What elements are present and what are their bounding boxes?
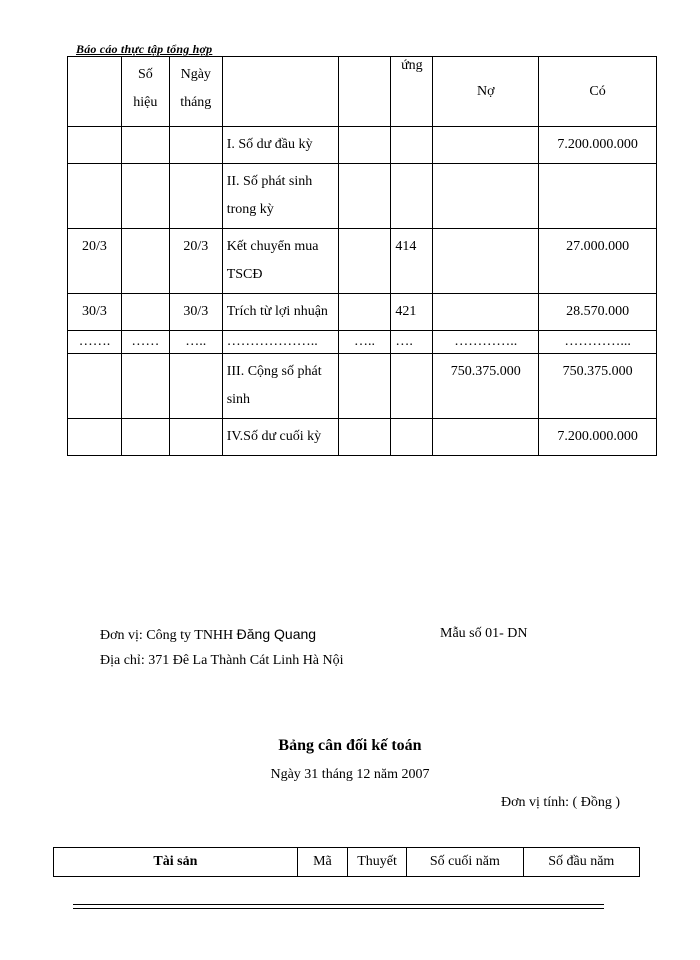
cell-desc: Trích từ lợi nhuận xyxy=(222,294,338,331)
cell-debit xyxy=(433,419,539,456)
cell-c5 xyxy=(338,354,391,419)
balance-header-thuyet: Thuyết xyxy=(347,848,406,877)
company-unit-name-prefix: Công ty TNHH xyxy=(146,628,234,643)
cell-credit: 28.570.000 xyxy=(539,294,657,331)
balance-sheet-table xyxy=(53,847,640,877)
ledger-table xyxy=(67,56,657,456)
cell-credit: …………... xyxy=(539,331,657,354)
report-title: Bảng cân đối kế toán xyxy=(278,737,422,754)
cell-acct: 414 xyxy=(391,229,433,294)
cell-ref xyxy=(121,164,169,229)
balance-header-tai-san: Tài sản xyxy=(54,848,298,877)
cell-credit: 750.375.000 xyxy=(539,354,657,419)
ledger-header-ung: ứng xyxy=(391,57,433,127)
cell-acct xyxy=(391,419,433,456)
cell-c5: ….. xyxy=(338,331,391,354)
cell-ref: …… xyxy=(121,331,169,354)
cell-debit xyxy=(433,164,539,229)
table-row xyxy=(68,127,657,164)
cell-acct: …. xyxy=(391,331,433,354)
cell-ref xyxy=(121,294,169,331)
cell-date xyxy=(68,419,122,456)
ledger-header-date xyxy=(68,57,122,127)
cell-desc: Kết chuyển mua TSCĐ xyxy=(222,229,338,294)
ledger-header-row xyxy=(68,57,657,127)
cell-desc: III. Cộng số phát sinh xyxy=(222,354,338,419)
cell-c5 xyxy=(338,229,391,294)
cell-ref-date: 30/3 xyxy=(169,294,222,331)
balance-header-so-cuoi-nam: Số cuối năm xyxy=(407,848,523,877)
cell-c5 xyxy=(338,294,391,331)
cell-debit xyxy=(433,294,539,331)
cell-date: 20/3 xyxy=(68,229,122,294)
company-unit-name-brand: Đăng Quang xyxy=(236,626,317,642)
cell-acct xyxy=(391,354,433,419)
cell-debit: ………….. xyxy=(433,331,539,354)
cell-debit: 750.375.000 xyxy=(433,354,539,419)
page-header-title: Báo cáo thực tập tổng hợp xyxy=(76,42,213,56)
table-row xyxy=(68,354,657,419)
cell-debit xyxy=(433,229,539,294)
cell-ref-date: 20/3 xyxy=(169,229,222,294)
company-unit-label: Đơn vị: xyxy=(100,628,143,643)
cell-date xyxy=(68,354,122,419)
cell-credit: 7.200.000.000 xyxy=(539,419,657,456)
cell-desc: IV.Số dư cuối kỳ xyxy=(222,419,338,456)
ledger-header-no: Nợ xyxy=(433,57,539,127)
cell-c5 xyxy=(338,419,391,456)
cell-c5 xyxy=(338,164,391,229)
table-row xyxy=(68,164,657,229)
cell-acct xyxy=(391,127,433,164)
cell-credit: 7.200.000.000 xyxy=(539,127,657,164)
cell-debit xyxy=(433,127,539,164)
report-currency: Đơn vị tính: ( Đồng ) xyxy=(500,795,620,810)
cell-date: ……. xyxy=(68,331,122,354)
table-row xyxy=(68,229,657,294)
table-row xyxy=(68,419,657,456)
cell-desc: ……………….. xyxy=(222,331,338,354)
cell-acct: 421 xyxy=(391,294,433,331)
cell-ref-date xyxy=(169,354,222,419)
cell-c5 xyxy=(338,127,391,164)
ledger-header-ngay-thang: Ngày tháng xyxy=(169,57,222,127)
balance-header-row xyxy=(54,848,640,877)
report-date: Ngày 31 tháng 12 năm 2007 xyxy=(270,767,430,782)
ledger-header-co: Có xyxy=(539,57,657,127)
footer-double-rule xyxy=(73,904,604,909)
cell-ref-date: ….. xyxy=(169,331,222,354)
cell-acct xyxy=(391,164,433,229)
company-address: Địa chỉ: 371 Đê La Thành Cát Linh Hà Nội xyxy=(100,653,344,668)
balance-header-so-dau-nam: Số đầu năm xyxy=(523,848,639,877)
cell-ref xyxy=(121,127,169,164)
ledger-header-c5 xyxy=(338,57,391,127)
cell-ref-date xyxy=(169,419,222,456)
balance-header-ma: Mã xyxy=(297,848,347,877)
cell-date xyxy=(68,164,122,229)
table-row xyxy=(68,331,657,354)
company-unit-line xyxy=(100,626,316,644)
cell-ref xyxy=(121,419,169,456)
form-number: Mẫu số 01- DN xyxy=(440,626,528,641)
cell-ref-date xyxy=(169,164,222,229)
cell-ref xyxy=(121,354,169,419)
ledger-header-desc xyxy=(222,57,338,127)
ledger-header-so-hieu: Số hiệu xyxy=(121,57,169,127)
cell-credit xyxy=(539,164,657,229)
cell-date: 30/3 xyxy=(68,294,122,331)
cell-ref xyxy=(121,229,169,294)
cell-ref-date xyxy=(169,127,222,164)
cell-credit: 27.000.000 xyxy=(539,229,657,294)
cell-desc: II. Số phát sinh trong kỳ xyxy=(222,164,338,229)
table-row xyxy=(68,294,657,331)
cell-desc: I. Số dư đầu kỳ xyxy=(222,127,338,164)
cell-date xyxy=(68,127,122,164)
